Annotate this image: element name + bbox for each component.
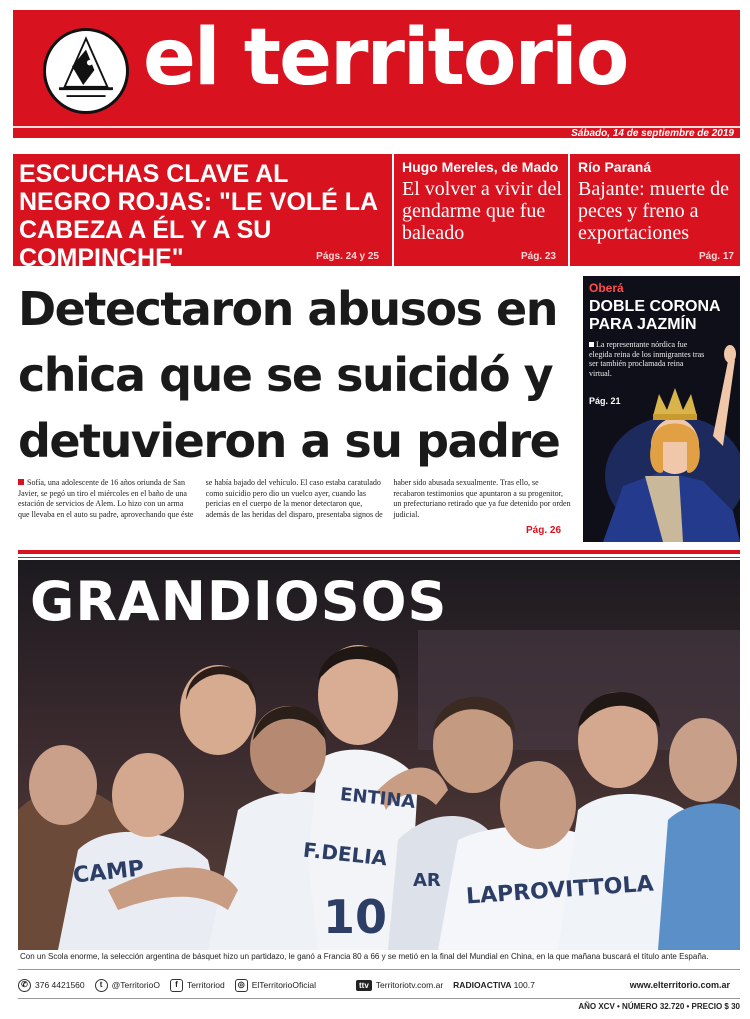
scales-of-justice-icon [43, 28, 129, 114]
footer-phone[interactable] [18, 979, 85, 992]
edition-info: AÑO XCV • NÚMERO 32.720 • PRECIO $ 30 [578, 1002, 740, 1011]
whatsapp-icon: ✆ [18, 979, 31, 992]
teaser-2-headline: El volver a vivir del gendarme que fue baleado [402, 178, 562, 244]
main-story-text: Sofía, una adolescente de 16 años oriunda de San Javier, se pegó un tiro el miércoles en el baño de una estación de servicios de Alem. Lo hizo con un arma que llevaba en el auto su padre, aprovechando que éste se había bajado del vehículo. El caso estaba caratulado como suicidio pero dio un vuelco ayer, cuando las pericias en el cuerpo de la menor detectaron que, además de las heridas del disparo, presentaba signos de haber sido abusada sexualmente. Tras ello, se recabaron testimonios que apuntaron a su progenitor, un prefecturiano retirado que ya fue detenido por orden judicial. [18, 478, 571, 519]
teaser-3-page: Pág. 17 [698, 251, 734, 262]
jersey-text-3: ENTINA [339, 784, 417, 813]
bullet-square-icon [18, 479, 24, 485]
edition-place: Posadas, Misiones, Argentina [628, 139, 734, 148]
jersey-number: 10 [323, 890, 388, 944]
sports-headline: GRANDIOSOS [30, 570, 448, 633]
newspaper-front-page [10, 8, 740, 1011]
teaser-2[interactable] [392, 154, 562, 266]
footer-instagram[interactable] [235, 979, 316, 992]
teaser-band [13, 154, 740, 272]
jersey-text-4: AR [413, 870, 441, 891]
main-headline[interactable]: Detectaron abusos en chica que se suicidó y detuvieron a su padre [18, 282, 560, 468]
facebook-icon: f [170, 979, 183, 992]
ttv-badge: ttv [356, 980, 372, 991]
photo-caption: Con un Scola enorme, la selección argentina de básquet hizo un partidazo, le ganó a Francia 80 a 66 y se metió en la final del Mundial en China, en la que mañana buscará el título ante España. [20, 952, 709, 961]
footer-bar [18, 974, 740, 996]
teaser-2-kicker: Hugo Mereles, de Mado [402, 159, 559, 175]
instagram-handle: ElTerritorioOficial [251, 980, 316, 990]
sidebar-headline: DOBLE CORONA PARA JAZMÍN [589, 298, 720, 333]
masthead [13, 10, 740, 138]
radio-name: RADIOACTIVA [453, 980, 512, 990]
twitter-icon: t [95, 979, 108, 992]
phone-number: 376 4421560 [35, 980, 85, 990]
teaser-1-headline: ESCUCHAS CLAVE AL NEGRO ROJAS: "LE VOLÉ LA CABEZA A ÉL Y A SU COMPINCHE" [19, 160, 378, 272]
twitter-handle: @TerritorioO [111, 980, 160, 990]
edition-date: Sábado, 14 de septiembre de 2019 [571, 128, 734, 139]
main-story-page: Pág. 26 [526, 525, 562, 536]
ttv-site: Territoriotv.com.ar [375, 980, 444, 990]
radio-frequency: 100.7 [513, 980, 535, 990]
sidebar-kicker: Oberá [589, 281, 624, 295]
teaser-3[interactable] [568, 154, 740, 266]
footer-divider-bottom [18, 998, 740, 999]
teaser-3-headline: Bajante: muerte de peces y freno a exportaciones [578, 178, 730, 244]
footer-ttv[interactable] [356, 980, 443, 991]
footer-website[interactable]: www.elterritorio.com.ar [629, 980, 730, 990]
section-divider-thin [18, 557, 740, 558]
footer-radio[interactable] [453, 980, 535, 990]
footer-twitter[interactable] [95, 979, 160, 992]
footer-facebook[interactable] [170, 979, 225, 992]
teaser-3-kicker: Río Paraná [578, 159, 652, 175]
teaser-2-page: Pág. 23 [520, 251, 556, 262]
sidebar-page: Pág. 21 [589, 396, 621, 406]
footer-divider [18, 969, 740, 970]
jersey-text-2: F.DELIA [301, 837, 389, 871]
brand-wordmark: el territorio [143, 13, 628, 103]
jersey-text-1: CAMP [71, 856, 146, 889]
section-divider [18, 550, 740, 554]
jersey-text-5: LAPROVITTOLA [465, 871, 655, 910]
sports-photo[interactable] [18, 560, 740, 950]
facebook-handle: Territoriod [186, 980, 225, 990]
main-story-body [18, 478, 571, 540]
instagram-icon: ◎ [235, 979, 248, 992]
teaser-1[interactable] [13, 154, 385, 272]
bullet-square-icon [589, 342, 594, 347]
teaser-1-page: Págs. 24 y 25 [316, 251, 379, 262]
sidebar-feature[interactable] [583, 276, 740, 542]
sidebar-dek [589, 340, 707, 378]
sidebar-dek-text: La representante nórdica fue elegida reina de los inmigrantes tras ser también proclamada reina virtual. [589, 340, 705, 378]
